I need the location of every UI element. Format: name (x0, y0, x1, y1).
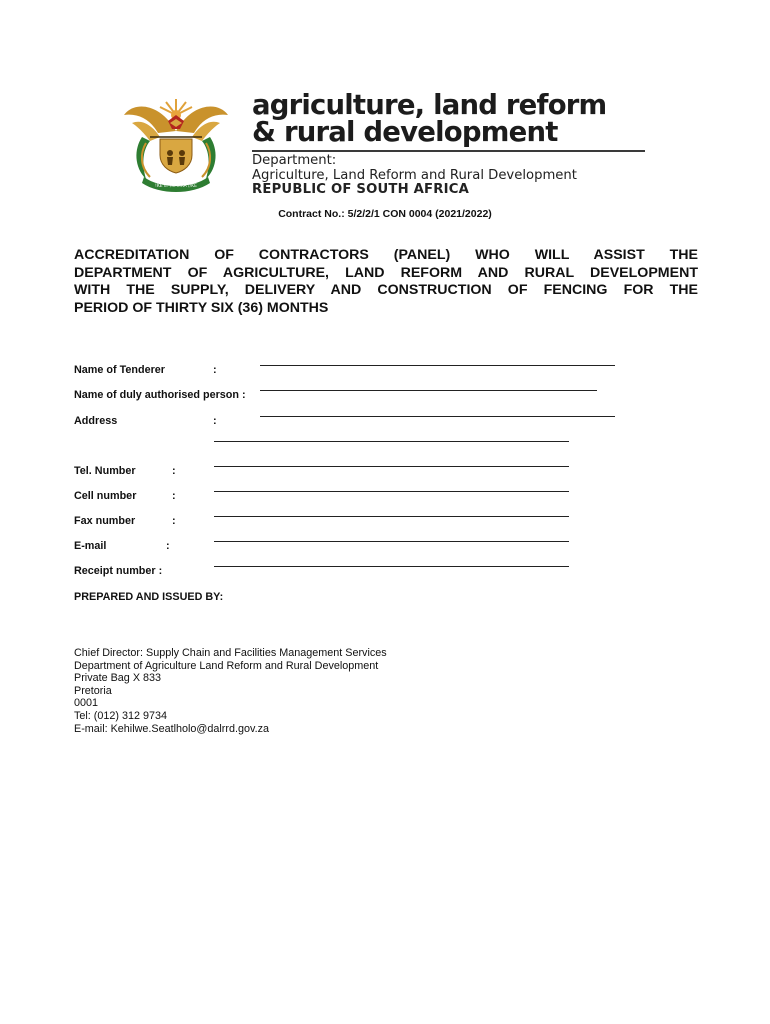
contract-number: Contract No.: 5/2/2/1 CON 0004 (2021/2022) (278, 208, 492, 220)
title-line: PERIOD OF THIRTY SIX (36) MONTHS (74, 299, 329, 316)
contact-line: Private Bag X 833 (74, 672, 162, 685)
brand-divider (252, 150, 645, 152)
colon: : (213, 415, 217, 427)
email-field[interactable] (214, 540, 569, 542)
coat-of-arms-icon (120, 93, 232, 193)
tel-number-label: Tel. Number (74, 465, 136, 477)
email-label: E-mail (74, 540, 107, 552)
contact-line: Tel: (012) 312 9734 (74, 709, 168, 722)
prepared-issued-heading: PREPARED AND ISSUED BY: (74, 591, 224, 603)
name-of-tenderer-field[interactable] (260, 364, 615, 366)
emblem-motto: !KE E: /XARRA //KE (155, 184, 197, 189)
receipt-number-label: Receipt number : (74, 565, 163, 577)
address-label: Address (74, 415, 118, 427)
department-label: Department: (252, 153, 337, 168)
cell-number-label: Cell number (74, 490, 137, 502)
brand-line-1: agriculture, land reform (252, 89, 607, 121)
contact-line: 0001 (74, 697, 99, 710)
department-brand (252, 89, 647, 197)
contact-email-link[interactable]: E-mail: Kehilwe.Seatlholo@dalrrd.gov.za (74, 722, 269, 735)
cell-number-field[interactable] (214, 490, 569, 492)
colon: : (172, 465, 176, 477)
tel-number-field[interactable] (214, 465, 569, 467)
contact-line: Department of Agriculture Land Reform and Rural Development (74, 659, 379, 672)
department-name: Agriculture, Land Reform and Rural Development (252, 167, 577, 183)
colon: : (172, 490, 176, 502)
authorised-person-label: Name of duly authorised person : (74, 389, 246, 401)
fax-number-label: Fax number (74, 515, 136, 527)
colon: : (172, 515, 176, 527)
authorised-person-field[interactable] (260, 389, 597, 391)
document-title (74, 247, 698, 317)
contact-address-block (74, 647, 387, 735)
contact-line: Chief Director: Supply Chain and Facilities Management Services (74, 647, 387, 659)
title-line: WITH THE SUPPLY, DELIVERY AND CONSTRUCTION OF FENCING FOR THE (74, 282, 698, 298)
country-name: REPUBLIC OF SOUTH AFRICA (252, 182, 469, 197)
address-field-line-1[interactable] (260, 415, 615, 417)
contact-line: Pretoria (74, 684, 112, 697)
colon: : (213, 364, 217, 376)
receipt-number-field[interactable] (214, 565, 569, 567)
colon: : (166, 540, 170, 552)
title-line: ACCREDITATION OF CONTRACTORS (PANEL) WHO WILL ASSIST THE (74, 247, 698, 263)
fax-number-field[interactable] (214, 515, 569, 517)
address-field-line-2[interactable] (214, 440, 569, 442)
title-line: DEPARTMENT OF AGRICULTURE, LAND REFORM AND RURAL DEVELOPMENT (74, 264, 698, 281)
brand-line-2: & rural development (252, 116, 558, 148)
name-of-tenderer-label: Name of Tenderer (74, 364, 165, 376)
